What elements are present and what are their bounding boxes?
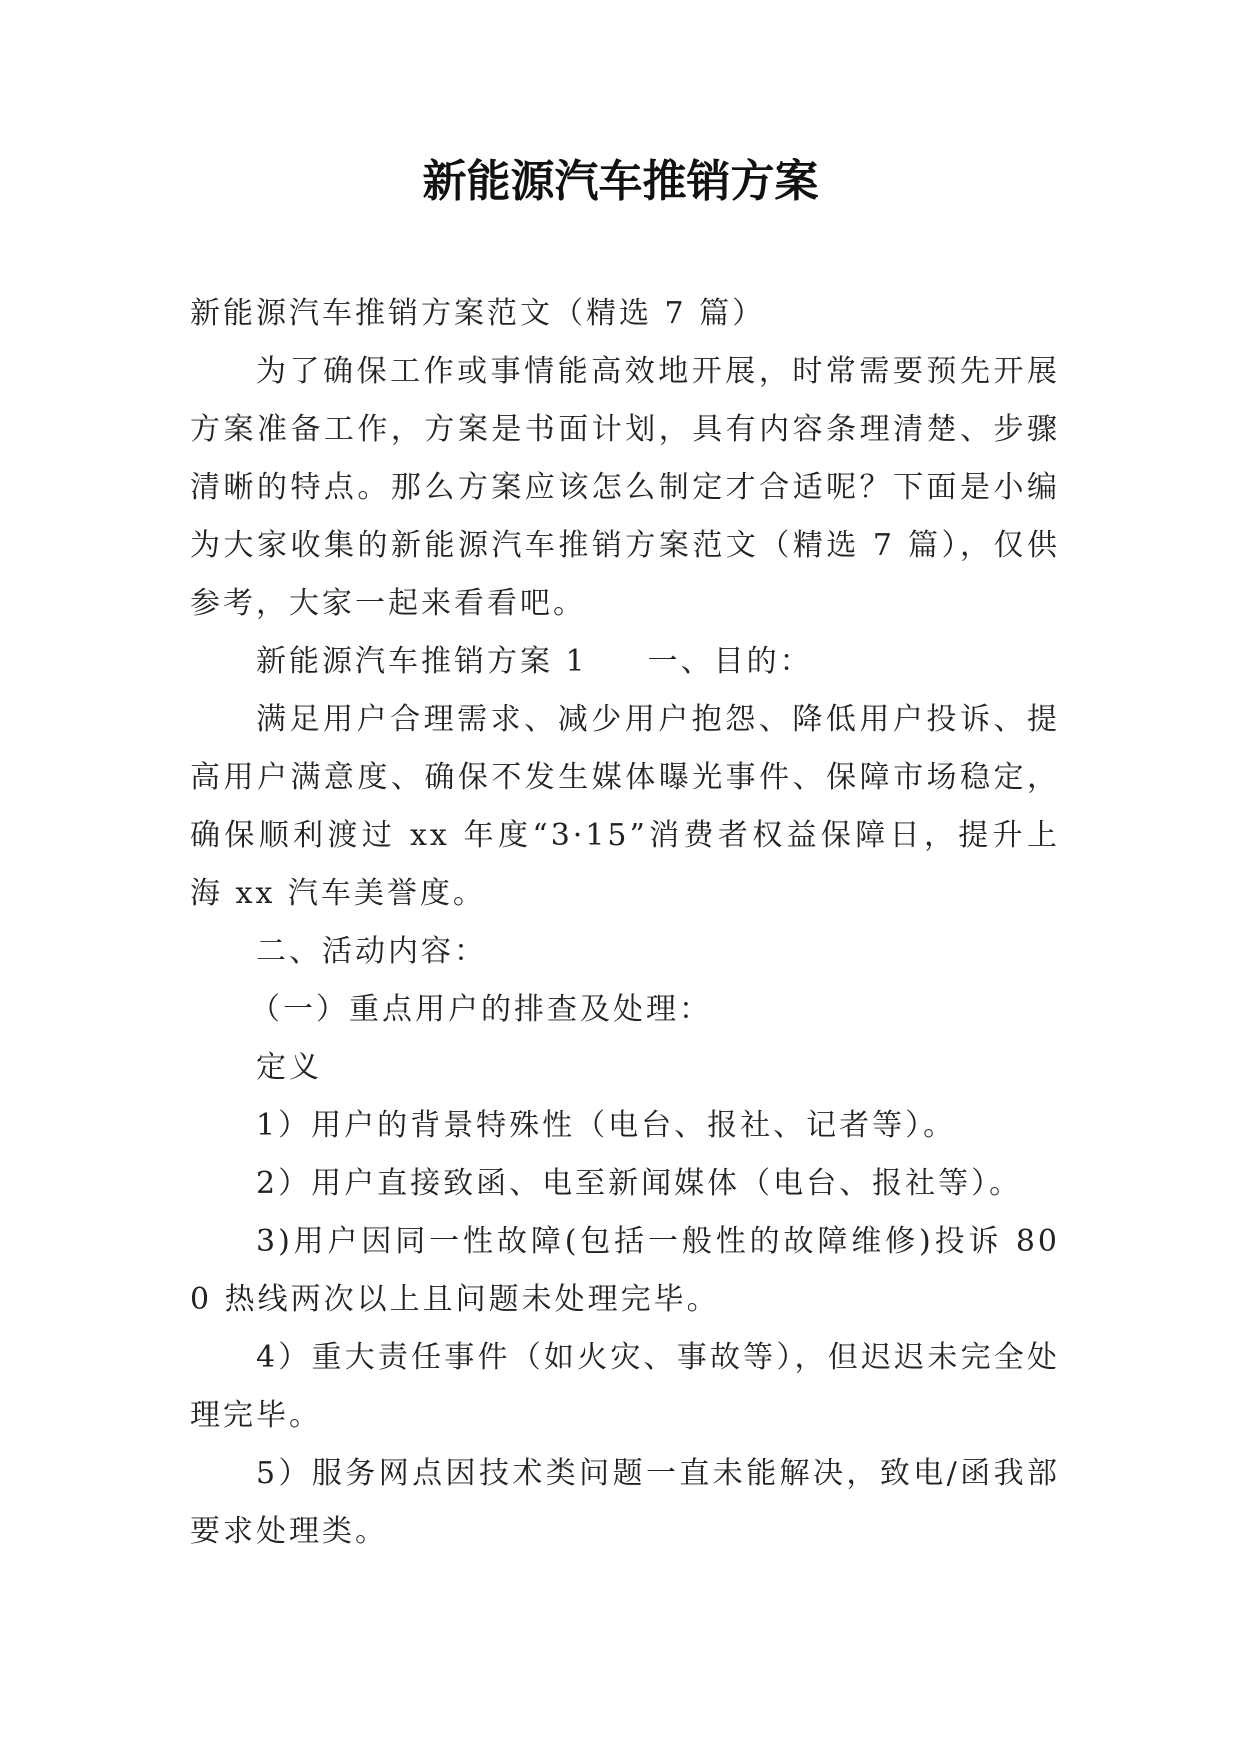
list-item: 5）服务网点因技术类问题一直未能解决，致电/函我部要求处理类。 — [190, 1456, 1060, 1549]
intro-paragraph: 为了确保工作或事情能高效地开展，时常需要预先开展方案准备工作，方案是书面计划，具有内容条理清楚、步骤清晰的特点。那么方案应该怎么制定才合适呢？下面是小编为大家收集的新能源汽车推销方案范文（精选 7 篇），仅供参考，大家一起来看看吧。 — [190, 354, 1060, 621]
section-heading-row — [190, 633, 1060, 691]
subsection-heading: （一）重点用户的排查及处理： — [250, 992, 712, 1027]
purpose-heading: 一、目的： — [647, 644, 813, 679]
purpose-paragraph: 满足用户合理需求、减少用户抱怨、降低用户投诉、提高用户满意度、确保不发生媒体曝光事件、保障市场稳定，确保顺利渡过 xx 年度“3·15”消费者权益保障日，提升上海 xx 汽车美誉度。 — [190, 702, 1060, 911]
definition-heading: 定义 — [256, 1050, 322, 1085]
list-item: 2）用户直接致函、电至新闻媒体（电台、报社等）。 — [256, 1166, 1023, 1201]
document-subtitle: 新能源汽车推销方案范文（精选 7 篇） — [190, 296, 766, 331]
list-item: 3)用户因同一性故障(包括一般性的故障维修)投诉 800 热线两次以上且问题未处理完毕。 — [190, 1224, 1060, 1317]
list-item: 1）用户的背景特殊性（电台、报社、记者等）。 — [256, 1108, 957, 1143]
list-item: 4）重大责任事件（如火灾、事故等），但迟迟未完全处理完毕。 — [190, 1340, 1060, 1433]
activity-heading: 二、活动内容： — [256, 934, 487, 969]
document-title: 新能源汽车推销方案 — [422, 156, 819, 207]
document-body — [190, 285, 1060, 1561]
section1-heading: 新能源汽车推销方案 1 — [256, 644, 588, 679]
